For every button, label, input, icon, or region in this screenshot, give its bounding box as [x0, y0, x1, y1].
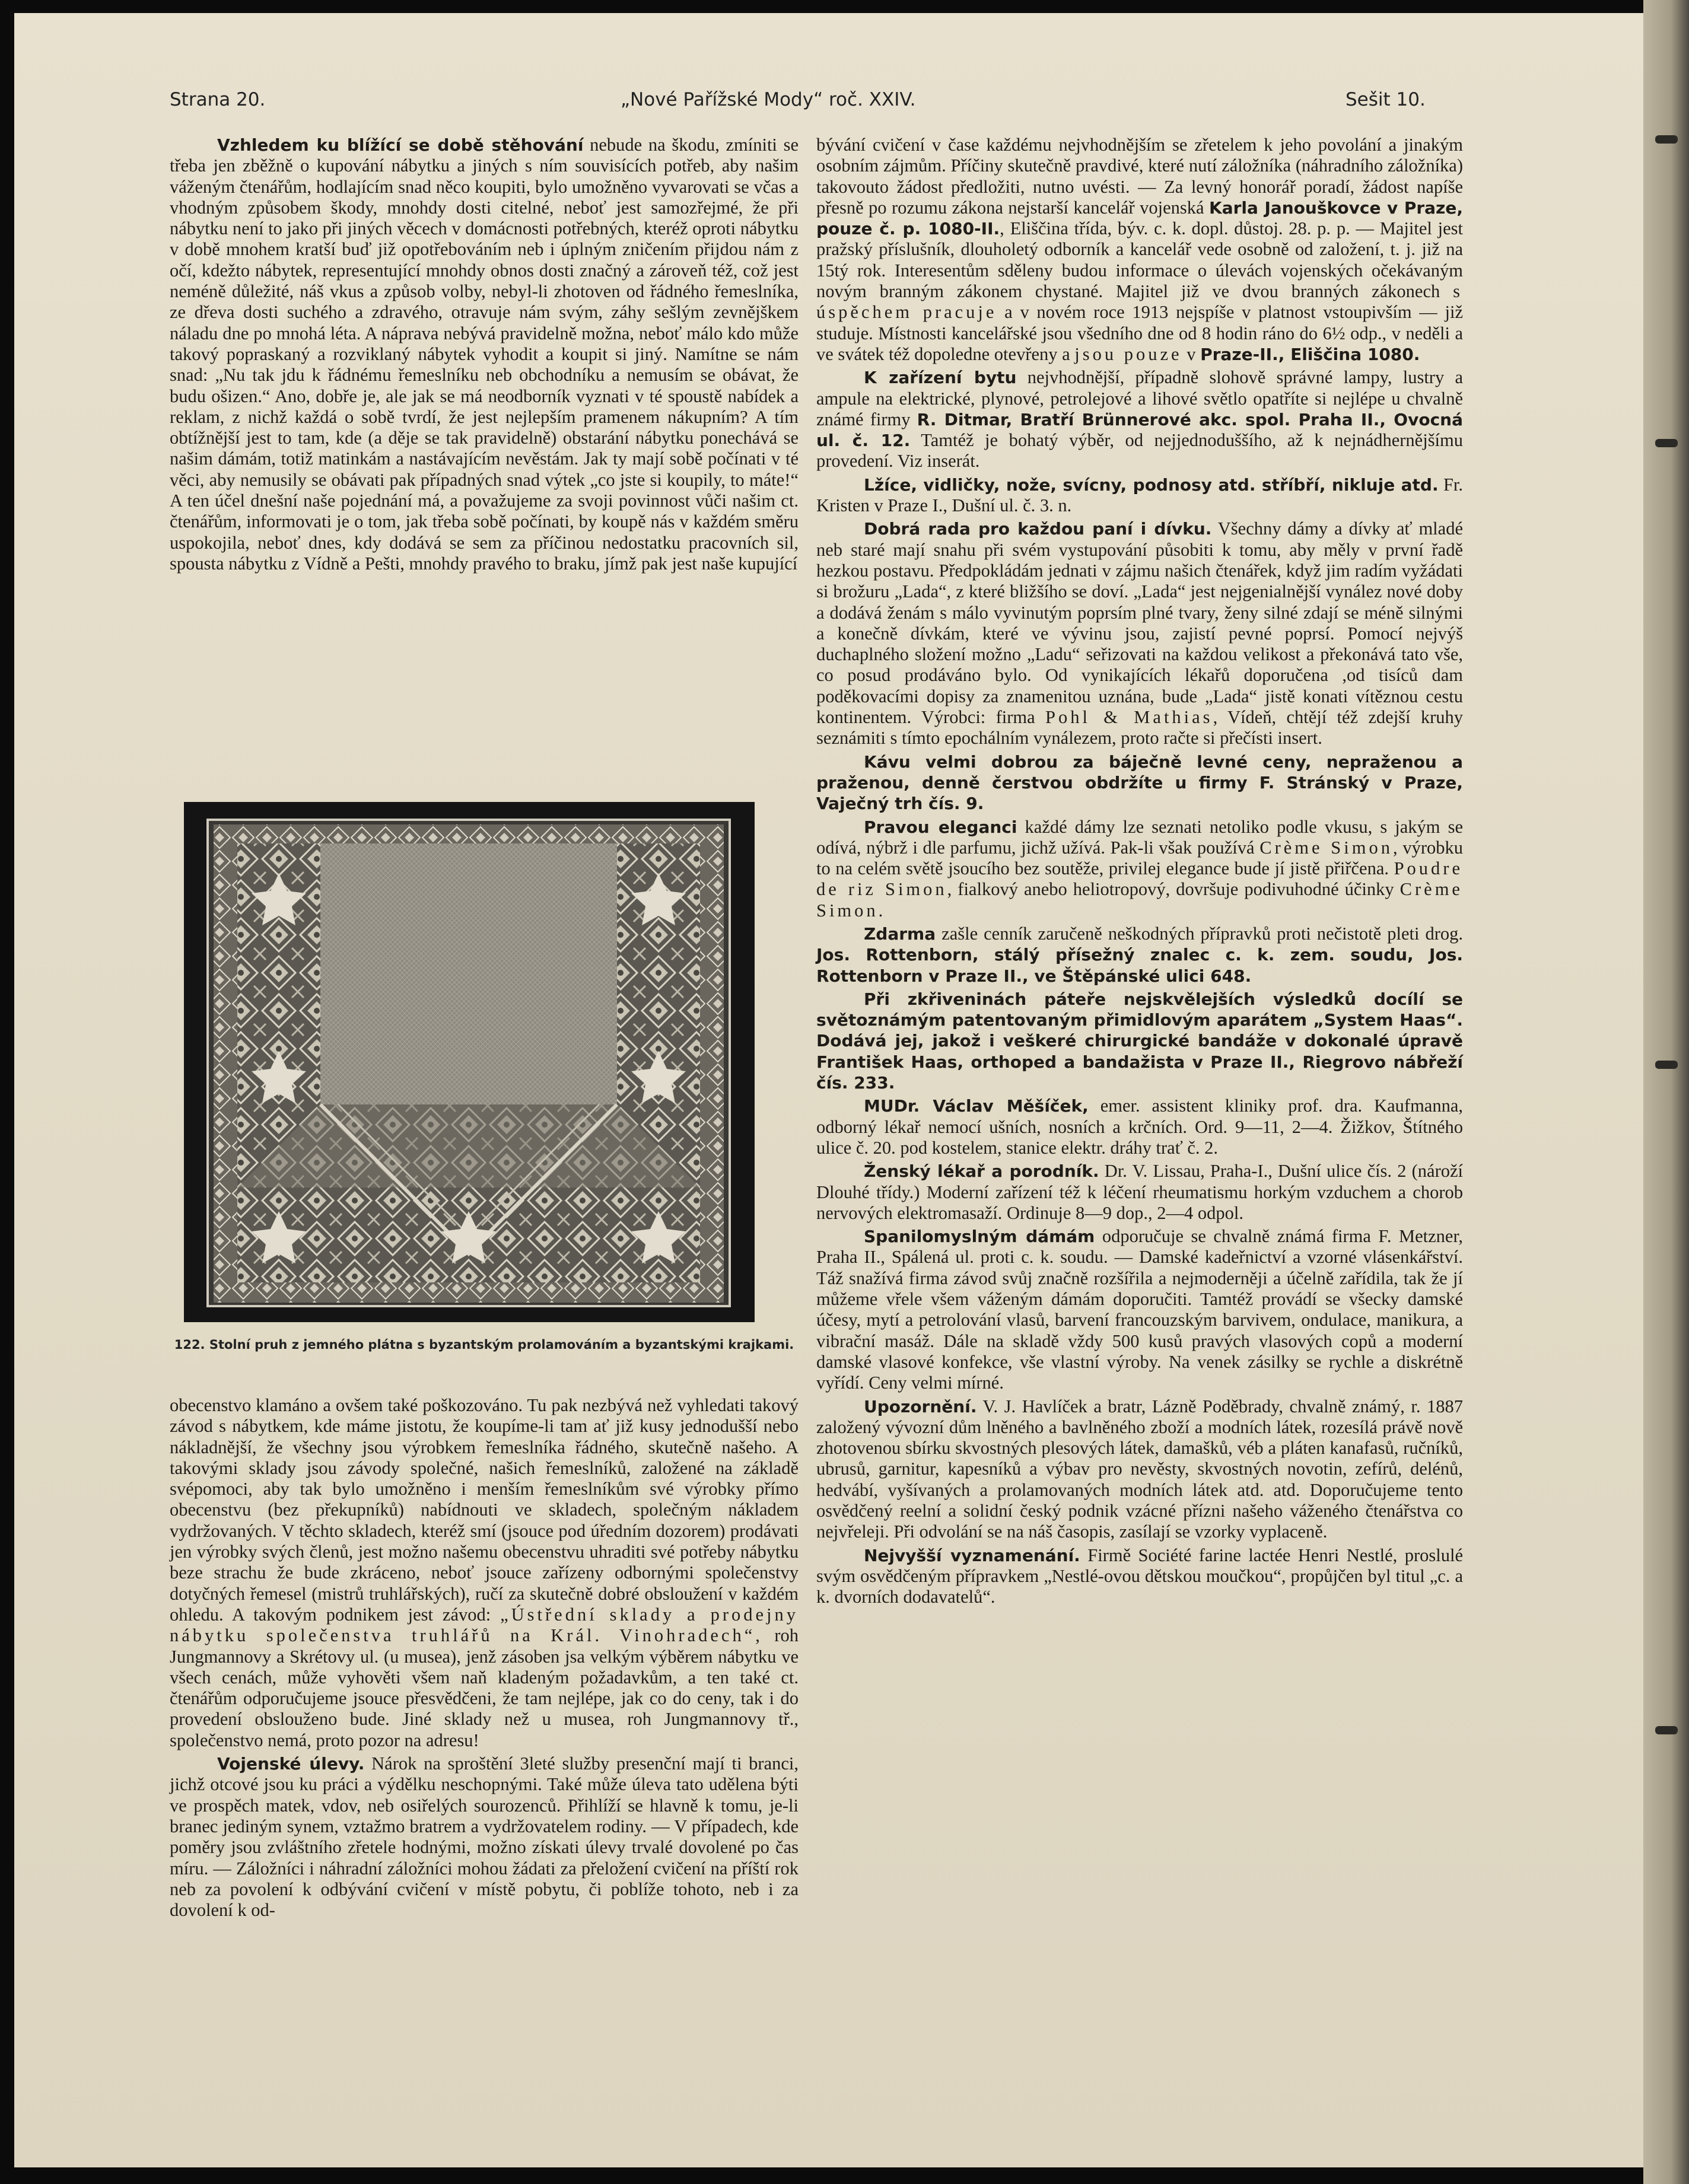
article-lead: Vzhledem ku blížící se době stěhování — [217, 135, 584, 155]
nestle-notice: Nejvyšší vyznamenání. Firmě Société farine lactée Henri Nestlé, proslulé svým osvědčeným přípravkem „Nestlé-ovou dětskou moučkou“, propůjčen byl titul „c. a k. dvorních dodavatelů“. — [816, 1545, 1463, 1607]
havlicek-notice: Upozornění. V. J. Havlíček a bratr, Lázně Poděbrady, chvalně známý, r. 1887 založený vývozní dům lněného a bavlněného zboží a modních látek, rozesílá právě nově zhotovenou sbírku skvostných plesových látek, damašků, véb a pláten kanafasů, ručníků, ubrusů, garnitur, kapesníků a výbav pro nevěsty, skvostných novotin, zefírů, delénů, hedvábí, vyšívaných a prolamovaných modních látek atd. atd. Doporučujeme tento osvědčený reelní a solidní český podnik vzácné přízni našeho váženého čtenářstva co nejvřeleji. Při odvolání se na náš časopis, zasílají se vzorky vyplaceně. — [816, 1396, 1463, 1542]
article-lead: Zdarma — [864, 924, 936, 944]
right-column — [816, 135, 1463, 1607]
article-lead: Spanilomyslným dámám — [864, 1227, 1095, 1247]
spaced-company-name: „Ústřední sklady a prodejny nábytku společenstva truhlářů na Král. Vinohradech“ — [170, 1604, 799, 1646]
binding-pin — [1655, 135, 1678, 144]
article-lead: Pravou eleganci — [864, 817, 1017, 837]
article-lead: Lžíce, vidličky, nože, svícny, podnosy atd. stříbří, nikluje atd. — [864, 475, 1439, 495]
binding-pin — [1655, 1061, 1678, 1069]
publication-title: „Nové Pařížské Mody“ roč. XXIV. — [621, 89, 916, 110]
left-column-bottom — [170, 1395, 799, 1921]
article-lead: MUDr. Václav Měšíček, — [864, 1096, 1089, 1116]
lighting-notice: K zařízení bytu nejvhodnější, případně slohově správné lampy, lustry a ampule na elektrické, plynové, petrolejové a lihové světlo opatříte si nejlépe u chvalně známé firmy R. Ditmar, Bratří Brünnerové akc. spol. Praha II., Ovocná ul. č. 12. Tamtéž je bohatý výběr, od nejjednoduššího, až k nejnádhernějšímu provedení. Viz inserát. — [816, 367, 1464, 472]
byzantine-lace-tablecloth-image — [184, 802, 755, 1322]
military-relief-continued: bývání cvičení v čase každému nejvhodnějším se zřetelem k jeho povolání a jinakým osobním zájmům. Příčiny skutečně pravdivé, které nutí záložníka (náhradního záložníka) takovouto žádost předložiti, nutno uvésti. — Za levný honorář poradí, žádost napíše přesně po rozumu zákona nejstarší kancelář vojenská Karla Janouškovce v Praze, pouze č. p. 1080-II., Eliščina třída, býv. c. k. dopl. důstoj. 28. p. p. — Majitel jest pražský příslušník, dlouholetý odborník a kancelář vede osobně od založení, t. j. již na 15tý rok. Interesentům sděleny budou informace o úlevách vojenských očekávaným novým branným zákonem chystané. Majitel již ve dvou branných zákonech s úspěchem pracuje a v novém roce 1913 nejspíše v platnost vstoupivším — již studuje. Místnosti kancelářské jsou všedního dne od 8 hodin ráno do 6½ odp., v neděli a ve svátek též dopoledne otevřeny a jsou pouze v Praze-II., Eliščina 1080. — [816, 135, 1463, 364]
lissau-notice: Ženský lékař a porodník. Dr. V. Lissau, Praha-I., Dušní ulice čís. 2 (nároží Dlouhé třídy.) Moderní zařízení též k léčení rheumatismu horkým vzduchem a chorob nervových elektromasaží. Ordinuje 8—9 dop., 2—4 odpol. — [816, 1161, 1463, 1223]
moving-furniture-article: Vzhledem ku blížící se době stěhování nebude na škodu, zmíniti se třeba jen zběžně o kupování nábytku a jiných s ním souvisících potřeb, aby našim váženým čtenářům, hodlajícím snad něco koupiti, bylo umožněno vyvarovati se včas a vhodným způsobem škody, mnohdy dosti citelné, neboť jest samozřejmé, že při nábytku není to jako při jiných věcech v domácnosti potřebných, kteréž oproti nábytku v době mnohem kratší buď již opotřebováním neb i úplným zničením přijdou nám z očí, kdežto nábytek, representující mnohdy obnos dosti značný a zároveň též, což jest neméně důležité, náš vkus a způsob volby, nebyl-li zhotoven od řádného řemeslníka, ze dřeva dosti suchého a zdravého, otravuje nám svým, záhy sešlým zevnějškem náladu dne po mnohá léta. A náprava nebývá pravidelně možna, neboť málo kdo může takový popraskaný a rozviklaný nábytek vyhodit a koupit si jiný. Namítne se nám snad: „Nu tak jdu k řádnému řemeslníku neb obchodníku a nemusím se obávat, že budu ošizen.“ Ano, dobře je, ale jak se má neodborník vyznati v té spoustě nabídek a reklam, z nichž každá o sobě tvrdí, že jest nejlepším pramenem nákupním? A tím obtížnější jest to tam, kde (a děje se tak pravidelně) obstarání nábytku ponechává se našim dámám, totiž matinkám a nastávajícím nevěstám. Jak ty mají sobě počínati v té věci, aby nemusily se obávati pak případných snad výtek „co jste si koupily, to máte!“ A ten účel dnešní naše pojednání má, a považujeme za svoji povinnost vůči našim ct. čtenářům, informovati je o tom, jak třeba sobě počínati, by koupě nás v každém směru uspokojila, neboť dnes, kdy dodává se sem za příčinou nedostatku pracovních sil, spousta nábytku z Vídně a Pešti, mnohdy pravého to braku, jímž pak jest naše kupující — [170, 135, 799, 574]
left-column-top — [170, 135, 799, 574]
lada-notice: Dobrá rada pro každou paní i dívku. Všechny dámy a dívky ať mladé neb staré mají snahu při svém vystupování působiti k tomu, aby měly v první řadě hezkou postavu. Předpokládám jednati v zájmu našich čtenářek, když jim radím vyžádati si brožuru „Lada“, z které bližšího se doví. „Lada“ jest nejgenialnější vynález nové doby a dodává ženám s málo vyvinutým poprsím plné tvary, ženy silné zdají se méně silnými a konečně dívkám, které ve vývinu jsou, zajistí pevné poprsí. Pomocí nejvýš duchaplného složení možno „Ladu“ seřizovati na každou velikost a překonává tato vše, co posud prodáváno bylo. Od vynikajících lékařů doporučena ,od tisíců dam poděkovacími dopisy za znamenitou uznána, bude „Lada“ jistě konati vítěznou cestu kontinentem. Výrobci: firma Pohl & Mathias, Vídeň, chtějí též zdejší kruhy seznámiti s tímto epochálním vynálezem, proto račte si přečísti insert. — [816, 518, 1464, 749]
haas-notice: Při zkřiveninách páteře nejskvělejších výsledků docílí se světoznámým patentovaným přimidlovým aparátem „System Haas“. Dodává jej, jakož i veškeré chirurgické bandáže v dokonalé úpravě František Haas, orthoped a bandažista v Praze II., Riegrovo nábřeží čís. 233. — [816, 989, 1463, 1093]
tablecloth-photo — [184, 802, 755, 1322]
page-header — [170, 89, 1433, 119]
article-lead: Upozornění. — [864, 1396, 977, 1416]
article-lead: K zařízení bytu — [864, 368, 1017, 388]
rottenborn-notice: Zdarma zašle cenník zaručeně neškodných přípravků proti nečistotě pleti drog. Jos. Rottenborn, stálý přísežný znalec c. k. zem. soudu, Jos. Rottenborn v Praze II., ve Štěpánské ulici 648. — [816, 923, 1463, 986]
figure-caption: 122. Stolní pruh z jemného plátna s byzantským prolamováním a byzantskými krajkami. — [174, 1338, 794, 1352]
binding-pin — [1655, 439, 1678, 447]
creme-simon-notice: Pravou eleganci každé dámy lze seznati netoliko podle vkusu, s jakým se odívá, nýbrž i dle parfumu, jichž užívá. Pak-li však používá Crème Simon, výrobku to na celém světě jsoucího bez soutěže, privilej elegance bude jí jistě přiřčena. Poudre de riz Simon, fialkový anebo heliotropový, dovršuje podivuhodné účinky Crème Simon. — [816, 816, 1463, 921]
military-relief-article: Vojenské úlevy. Nárok na sproštění 3leté služby presenční mají ti branci, jichž otcové jsou ku práci a výdělku neschopnými. Také může úleva tato udělena býti ve prospěch matek, vdov, neb osiřelých sourozenců. Přihlíží se hlavně k tomu, je-li branec jediným synem, vztažmo bratrem a vydržovatelem rodiny. — V případech, kde poměry jsou zvláštního zřetele hodnými, možno získati úlevy trvalé dovolené po čas míru. — Záložníci i náhradní záložníci mohou žádati za přeložení cvičení na příští rok neb za povolení k odbývání cvičení v místě pobytu, či poblíže tohoto, neb i za dovolení k od- — [170, 1753, 799, 1921]
article-lead: Vojenské úlevy. — [217, 1754, 365, 1774]
furniture-article-continued: obecenstvo klamáno a ovšem také poškozováno. Tu pak nezbývá než vyhledati takový závod s nábytkem, kde máme jistotu, že koupíme-li tam ať již kusy jednodušší nebo nákladnější, že všechny jsou výrobkem řemeslníka řádného, skutečně našeho. A takovými sklady jsou závody společné, našich řemeslníků, založené na základě svépomoci, aby tak bylo umožněno i menším řemeslníkům své výrobky přímo obecenstvu (bez překupníků) nabídnouti ve skladech, společným nákladem vydržovaných. V těchto skladech, kteréž smí (jsouce pod úředním dozorem) prodávati jen výrobky svých členů, jest možno našemu obecenstvu uhraditi své potřeby nábytku beze strachu že bude zkráceno, neboť jsouce zařízeny odbornými společenstvy dotyčných řemesel (mistrů truhlářských), ručí za skutečně dobré obsloužení v každém ohledu. A takovým podnikem jest závod: „Ústřední sklady a prodejny nábytku společenstva truhlářů na Král. Vinohradech“, roh Jungmannovy a Skrétovy ul. (u musea), jenž zásoben jsa velkým výběrem nábytku ve všech cenách, může vyhověti všem naň kladeným požadavkům, a ten také ct. čtenářům odporučujeme jsouce přesvědčeni, že tam nejlépe, jak co do ceny, tak i do provedení obslouženo bude. Jiné sklady než u musea, roh Jungmannovy tř., společenstvo nemá, proto pozor na adresu! — [170, 1395, 799, 1750]
silverware-notice: Lžíce, vidličky, nože, svícny, podnosy atd. stříbří, nikluje atd. Fr. Kristen v Praze I., Dušní ul. č. 3. n. — [816, 474, 1464, 516]
binding-pin — [1655, 1726, 1678, 1734]
mesicek-notice: MUDr. Václav Měšíček, emer. assistent kliniky prof. dra. Kaufmanna, odborný lékař nemocí ušních, nosních a krčních. Ord. 9—11, 2—4. Žižkov, Štítného ulice č. 20. pod kostelem, stanice elektr. dráhy trať č. 2. — [816, 1096, 1463, 1158]
page-binding-edge — [1643, 0, 1689, 2184]
article-lead: Dobrá rada pro každou paní i dívku. — [864, 519, 1212, 539]
magazine-page — [14, 13, 1669, 2167]
issue-number: Sešit 10. — [1346, 89, 1426, 110]
metzner-notice: Spanilomyslným dámám odporučuje se chvalně známá firma F. Metzner, Praha II., Spálená ul. proti c. k. soudu. — Damské kadeřnictví a vzorné vlásenkářství. Táž snažívá firma závod svůj značně rozšířila a nejmoderněji a účelně zařídila, tak že jí můžeme vřele všem váženým dámám doporučiti. Tamtéž provádí se všecky damské účesy, mytí a petrolování vlasů, barvení francouzským barvivem, ondulace, manikura, a vibrační masáž. Dále na skladě vždy 500 kusů pravých vlasových copů a moderní damské vlasové konfekce, vše vlastní výroby. Na venek zásilky se rychle a diskrétně vyřídí. Ceny velmi mírné. — [816, 1226, 1464, 1393]
page-number: Strana 20. — [170, 89, 266, 110]
article-lead: Nejvyšší vyznamenání. — [864, 1545, 1080, 1565]
coffee-notice: Kávu velmi dobrou za báječně levné ceny, nepraženou a praženou, denně čerstvou obdržíte u firmy F. Stránský v Praze, Vaječný trh čís. 9. — [816, 752, 1463, 814]
article-lead: Ženský lékař a porodník. — [864, 1161, 1099, 1182]
